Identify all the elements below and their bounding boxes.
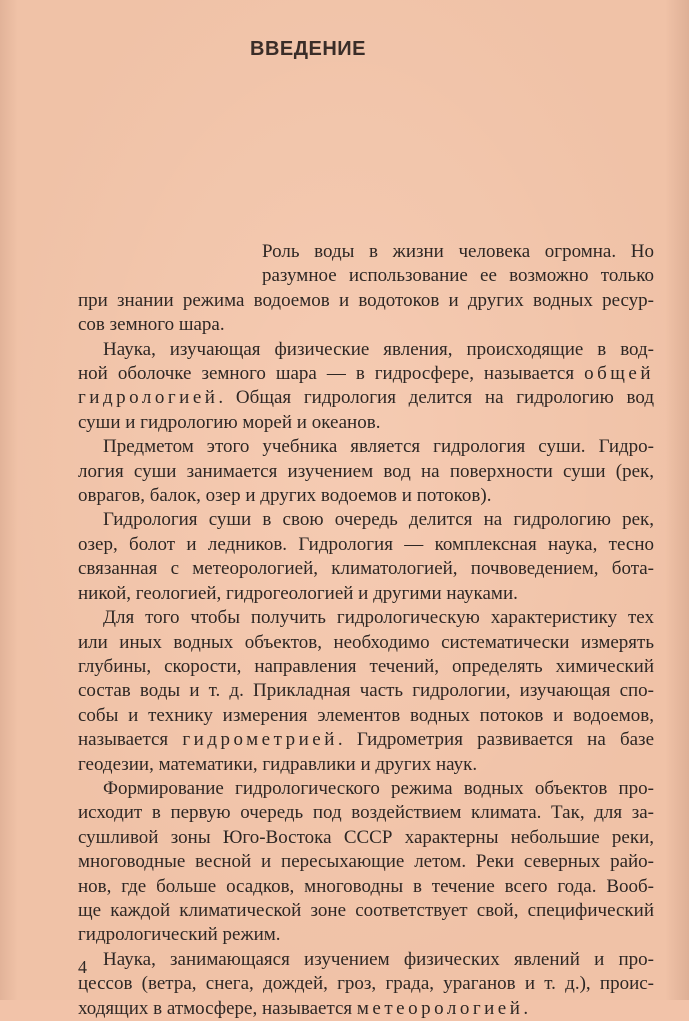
text-line: озер, болот и ледников. Гидрология — комплексная наука, тесно [78,533,654,555]
text-line: собы и технику измерения элементов водных потоков и водоемов, [78,704,654,726]
text-line: Наука, изучающая физические явления, происходящие в вод- [103,338,654,360]
spaced-term: гидрометрией [182,729,338,751]
paragraph-1 [78,240,654,338]
text-line: при знании режима водоемов и водотоков и других водных ресур- [78,289,654,311]
text-line: Формирование гидрологического режима водных объектов про- [103,777,654,799]
paragraph-4 [78,508,654,606]
text-line: никой, геологией, гидрогеологией и другими науками. [78,582,518,604]
text-line: многоводные весной и пересыхающие летом. Реки северных райо- [78,851,654,873]
body-text [78,240,654,1021]
paragraph-5 [78,606,654,777]
spaced-term: общей [584,363,654,385]
paragraph-6 [78,777,654,948]
text-line [78,362,654,386]
text-fragment: . Гидрометрия развивается на базе [337,729,654,751]
text-line: сов земного шара. [78,314,225,336]
page-title: ВВЕДЕНИЕ [250,38,366,60]
text-line: глубины, скорости, направления течений, определять химический [78,655,654,677]
paragraph-3 [78,435,654,508]
text-line: Гидрология суши в свою очередь делится на гидрологию рек, [103,509,654,531]
text-line [78,997,654,1021]
text-line: связанная с метеорологией, климатологией, почвоведением, бота- [78,558,654,580]
text-line: исходит в первую очередь под воздействием климата. Так, для за- [78,802,654,824]
text-line: цессов (ветра, снега, дождей, гроз, града, ураганов и т. д.), проис- [78,973,654,995]
text-line: Для того чтобы получить гидрологическую характеристику тех [103,607,654,629]
text-line: геодезии, математики, гидравлики и других наук. [78,753,478,775]
text-line: логия суши занимается изучением вод на поверхности суши (рек, [78,460,654,482]
text-line: сушливой зоны Юго-Востока СССР характерны небольшие реки, [78,826,654,848]
text-fragment: ной оболочке земного шара — в гидросфере, называется [78,363,575,385]
text-line: оврагов, балок, озер и других водоемов и потоков). [78,485,492,507]
text-fragment: называется [78,729,169,751]
text-line: нов, где больше осадков, многоводны в течение всего года. Вооб- [78,875,654,897]
text-fragment: ходящих в атмосфере, называется [78,997,353,1019]
text-line [78,386,654,410]
text-line: гидрологический режим. [78,924,281,946]
spaced-term: метеорологией [356,997,524,1019]
paragraph-2 [78,338,654,436]
text-line: состав воды и т. д. Прикладная часть гидрологии, изучающая спо- [78,680,654,702]
text-line [78,728,654,752]
text-fragment: . Общая гидрология делится на гидрологию вод [218,387,654,409]
page-number: 4 [78,957,87,977]
text-line: ще каждой климатической зоне соответствует свой, специфический [78,899,654,921]
text-line: Роль воды в жизни человека огромна. Но [262,241,654,262]
text-line: суши и гидрологию морей и океанов. [78,411,381,433]
text-line: разумное использование ее возможно только [262,265,654,287]
text-line: или иных водных объектов, необходимо систематически измерять [78,631,654,653]
text-fragment: . [523,997,529,1019]
paragraph-7 [78,948,654,1021]
text-line: Предметом этого учебника является гидрология суши. Гидро- [103,436,654,458]
spaced-term: гидрологией [78,387,219,409]
text-line: Наука, занимающаяся изучением физических явлений и про- [103,948,654,970]
